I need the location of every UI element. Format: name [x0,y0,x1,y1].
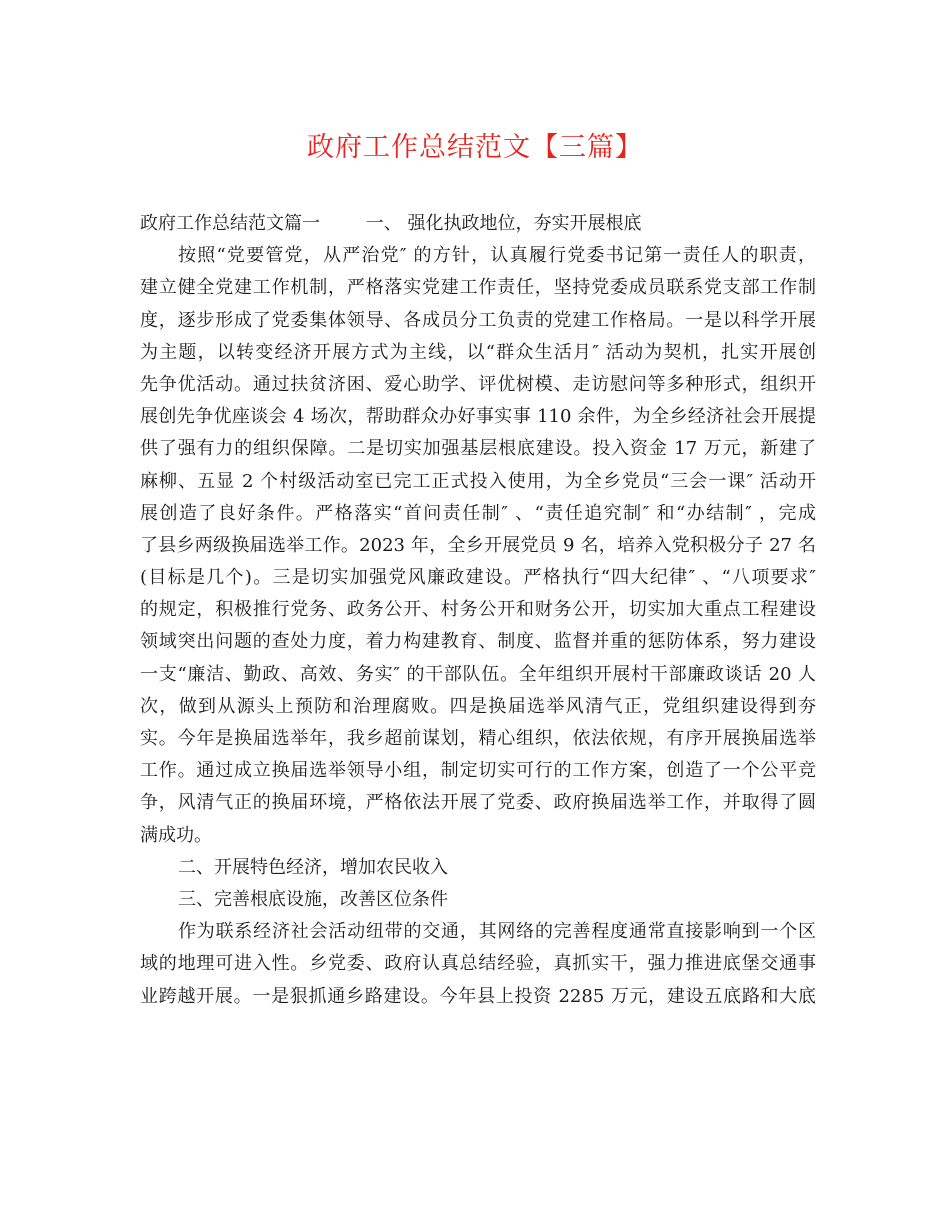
paragraph-line: 建立健全党建工作机制，严格落实党建工作责任，坚持党委成员联系党支部工作制 [140,277,816,299]
paragraph-2 [140,916,816,1013]
paragraph-line: 域的地理可进入性。乡党委、政府认真总结经验，真抓实干，强力推进底堡交通事 [140,953,816,975]
section-heading-3: 三、完善根底设施，改善区位条件 [178,888,448,910]
paragraph-line: 按照“党要管党，从严治党″ 的方针，认真履行党委书记第一责任人的职责， [178,245,816,267]
paragraph-line: 麻柳、五显 2 个村级活动室已完工正式投入使用，为全乡党员“三会一课″ 活动开 [140,470,816,492]
paragraph-line: 了县乡两级换届选举工作。2023 年，全乡开展党员 9 名，培养入党积极分子 27 名 [140,534,816,556]
paragraph-line: 领域突出问题的查处力度，着力构建教育、制度、监督并重的惩防体系，努力建设 [140,631,816,653]
paragraph-line: 先争优活动。通过扶贫济困、爱心助学、评优树模、走访慰问等多种形式，组织开 [140,373,816,395]
paragraph-line: 展创造了良好条件。严格落实“首问责任制″ 、“责任追究制″ 和“办结制″ ，完成 [140,502,816,524]
paragraph-line: 工作。通过成立换届选举领导小组，制定切实可行的工作方案，创造了一个公平竞 [140,760,816,782]
section-heading-1: 政府工作总结范文篇一 一、 强化执政地位，夯实开展根底 [140,213,642,234]
paragraph-line: 作为联系经济社会活动纽带的交通，其网络的完善程度通常直接影响到一个区 [178,921,816,943]
paragraph-line: 度，逐步形成了党委集体领导、各成员分工负责的党建工作格局。一是以科学开展 [140,309,816,331]
paragraph-line: 为主题，以转变经济开展方式为主线，以“群众生活月″ 活动为契机，扎实开展创 [140,341,816,363]
paragraph-line: 展创先争优座谈会 4 场次，帮助群众办好事实事 110 余件，为全乡经济社会开展提 [140,406,816,428]
paragraph-line: 的规定，积极推行党务、政务公开、村务公开和财务公开，切实加大重点工程建设 [140,599,816,621]
paragraph-1 [140,240,816,852]
paragraph-line: 争，风清气正的换届环境，严格依法开展了党委、政府换届选举工作，并取得了圆 [140,792,816,814]
paragraph-line: (目标是几个)。三是切实加强党风廉政建设。严格执行“四大纪律″ 、“八项要求″ [140,567,816,589]
paragraph-line: 业跨越开展。一是狠抓通乡路建设。今年县上投资 2285 万元，建设五底路和大底 [140,985,816,1007]
paragraph-line: 满成功。 [140,824,212,846]
paragraph-line: 实。今年是换届选举年，我乡超前谋划，精心组织，依法依规，有序开展换届选举 [140,728,816,749]
paragraph-line: 次，做到从源头上预防和治理腐败。四是换届选举风清气正，党组织建设得到夯 [140,695,816,717]
document-title: 政府工作总结范文【三篇】 [307,132,643,163]
document-body [140,208,816,1013]
paragraph-line: 一支“廉洁、勤政、高效、务实″ 的干部队伍。全年组织开展村干部廉政谈话 20 人 [140,663,816,685]
section-heading-2: 二、开展特色经济，增加农民收入 [178,856,448,878]
paragraph-line: 供了强有力的组织保障。二是切实加强基层根底建设。投入资金 17 万元，新建了 [140,438,816,460]
